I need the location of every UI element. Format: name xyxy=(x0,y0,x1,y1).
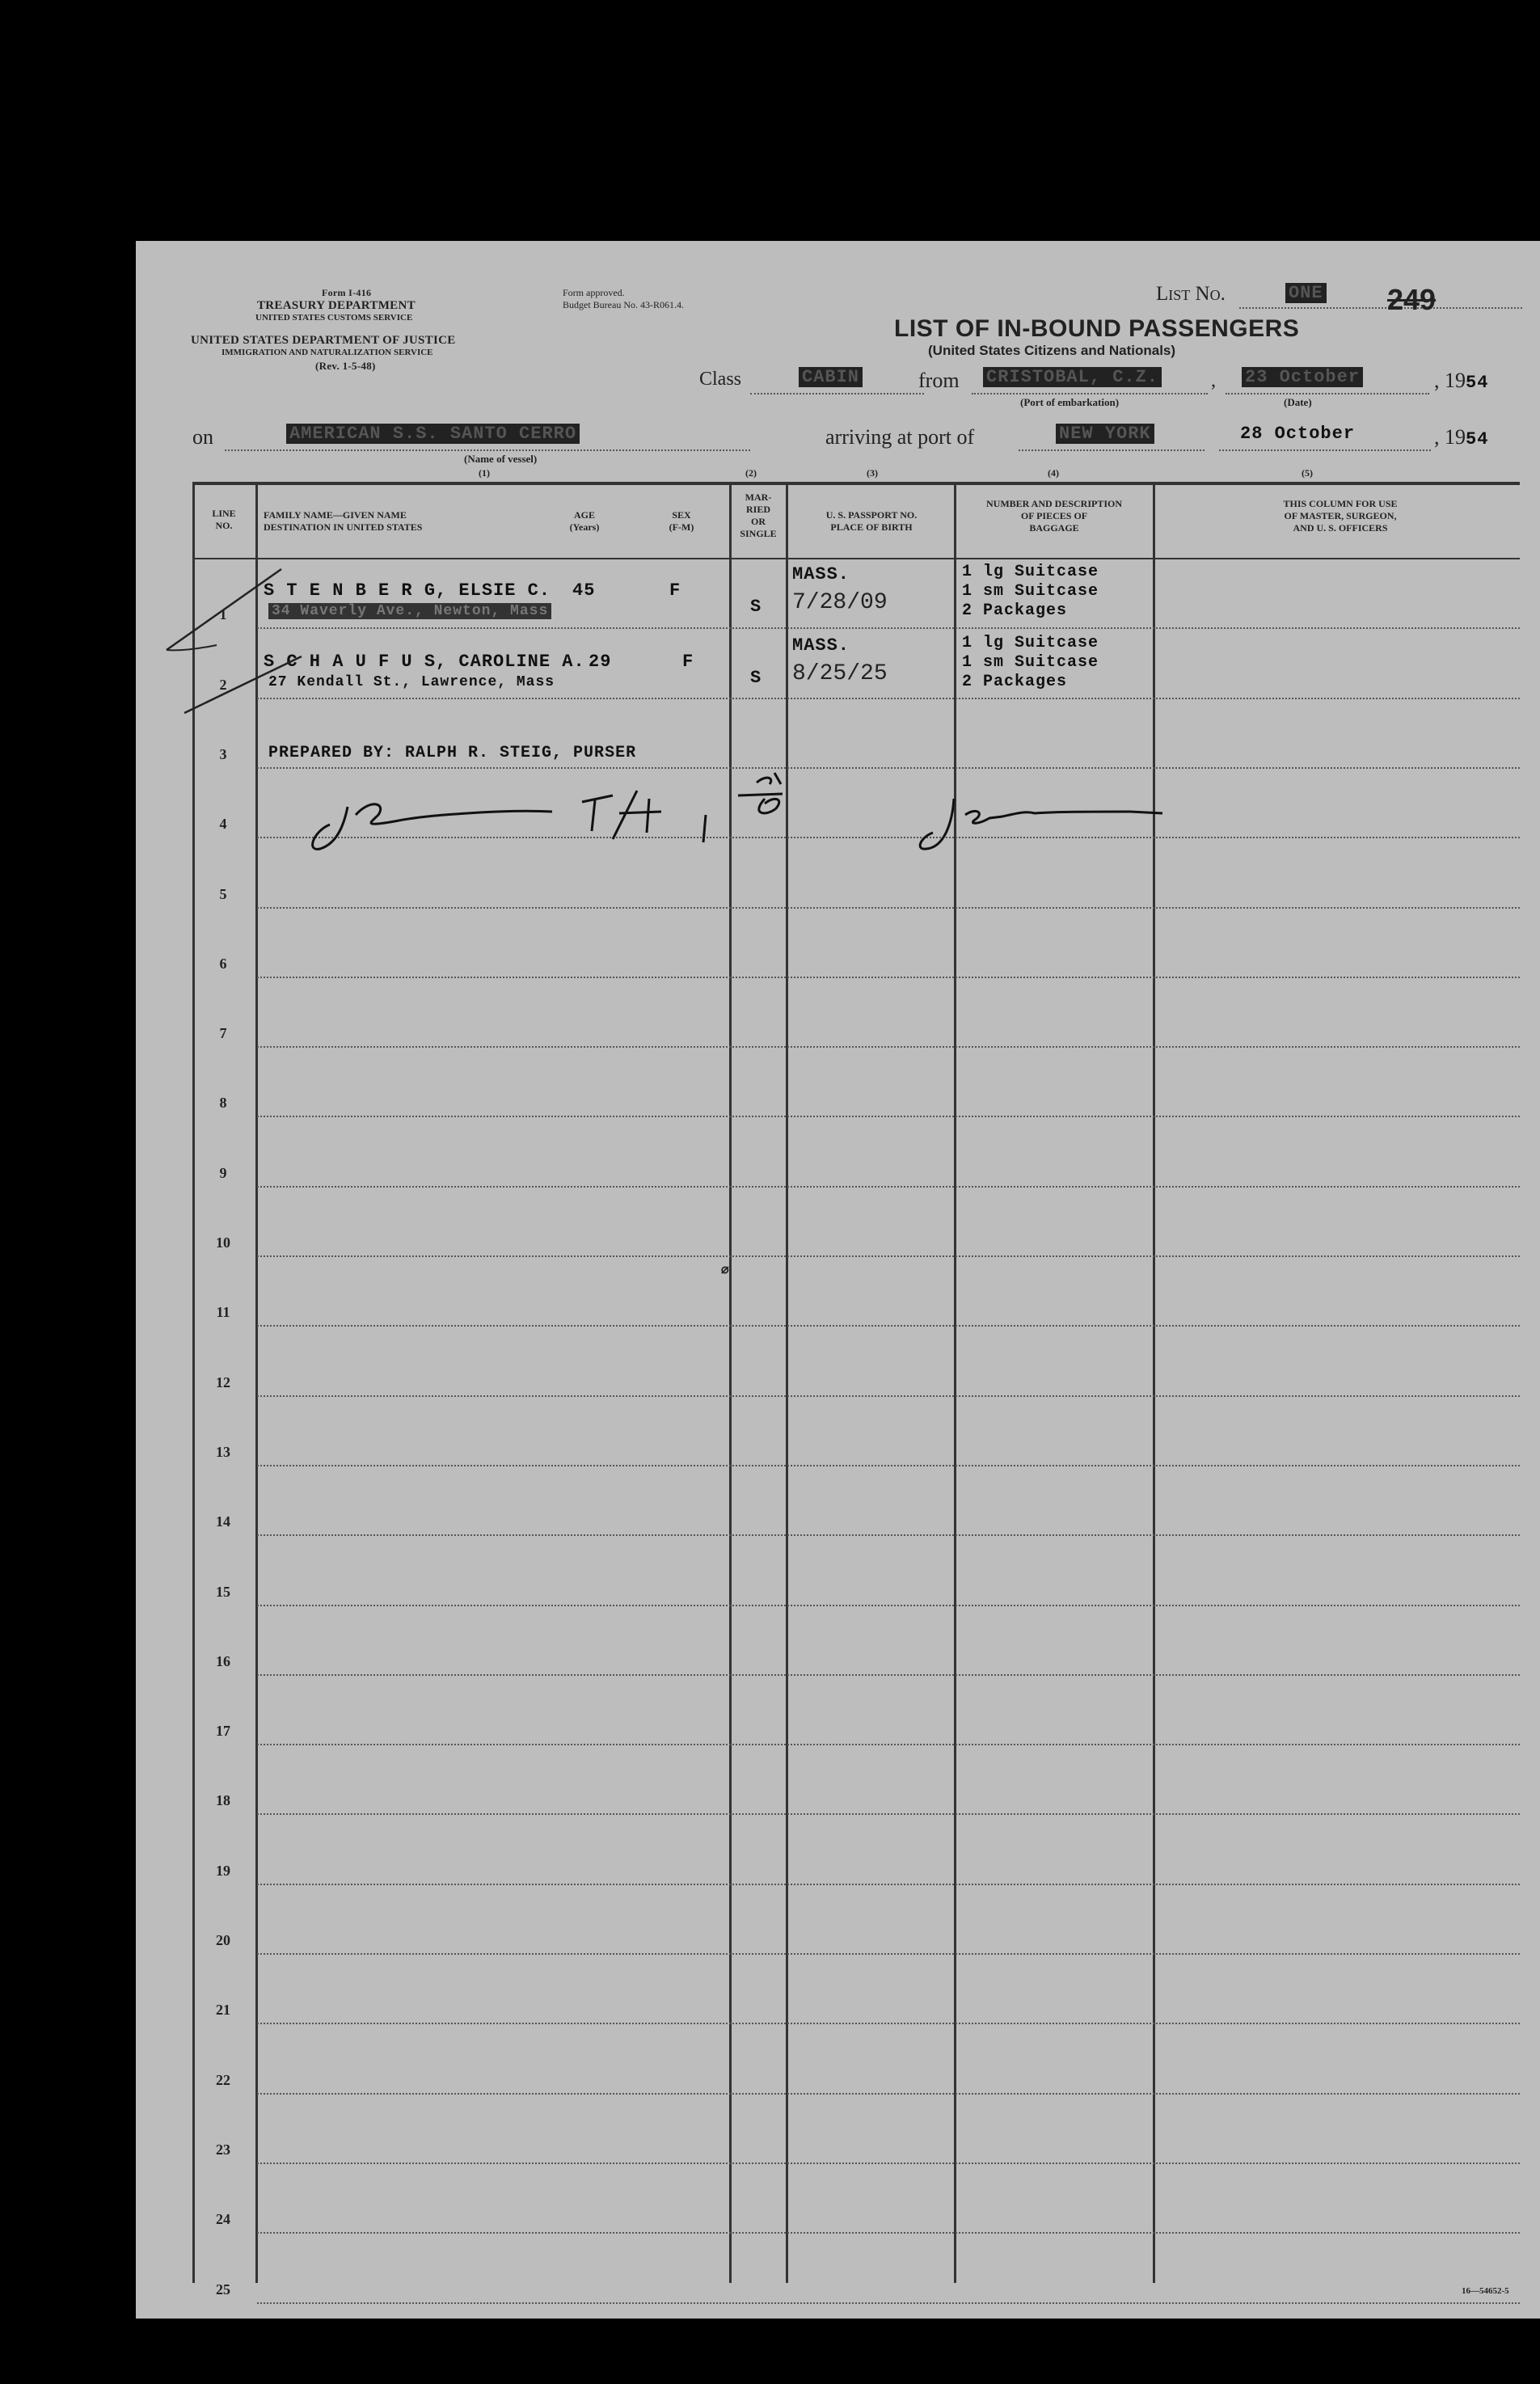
row-divider xyxy=(257,1674,1520,1676)
col-divider xyxy=(255,482,258,2283)
line-number: 12 xyxy=(216,1373,230,1390)
row-divider xyxy=(257,1046,1520,1048)
port-value-text: NEW YORK xyxy=(1056,424,1154,444)
date1-value-text: 23 October xyxy=(1242,367,1363,387)
date1-value xyxy=(1242,367,1363,387)
class-value xyxy=(799,367,863,387)
passenger-2-sex: F xyxy=(682,652,694,672)
column-number: (3) xyxy=(867,467,878,479)
vessel-caption: (Name of vessel) xyxy=(464,453,538,465)
binder-hole xyxy=(97,1641,139,1683)
line-number: 23 xyxy=(216,2141,230,2158)
footer-code: 16—54652-5 xyxy=(1462,2286,1509,2296)
ink-mark: ⌀ xyxy=(721,1263,729,1276)
column-number: (4) xyxy=(1048,467,1059,479)
year2: , 1954 xyxy=(1434,425,1489,449)
year1-suffix: 54 xyxy=(1466,373,1489,393)
passenger-2-birth-date: 8/25/25 xyxy=(792,661,888,686)
from-label: from xyxy=(918,369,960,392)
table-left-border xyxy=(192,482,195,2283)
treasury-dept: TREASURY DEPARTMENT xyxy=(257,299,416,312)
col-divider xyxy=(954,482,956,2283)
on-label: on xyxy=(192,425,213,449)
baggage-item: 1 sm Suitcase xyxy=(962,582,1099,601)
class-label: Class xyxy=(699,369,742,390)
row-divider xyxy=(257,1744,1520,1745)
row-divider xyxy=(257,907,1520,909)
comma: , xyxy=(1211,370,1216,391)
passenger-1-birth-date: 7/28/09 xyxy=(792,590,888,615)
revision: (Rev. 1-5-48) xyxy=(315,360,376,372)
row-divider xyxy=(257,2302,1520,2304)
header-age: AGE (Years) xyxy=(569,509,600,533)
row-divider xyxy=(257,1813,1520,1815)
ins-service: IMMIGRATION AND NATURALIZATION SERVICE xyxy=(222,348,433,357)
passenger-1-name xyxy=(264,580,551,601)
line-number: 17 xyxy=(216,1723,230,1740)
baggage-item: 1 lg Suitcase xyxy=(962,634,1099,652)
binder-hole xyxy=(81,807,123,849)
col-divider xyxy=(1153,482,1155,2283)
line-number: 21 xyxy=(216,2002,230,2019)
row-divider xyxy=(257,1953,1520,1955)
passenger-1-sex: F xyxy=(669,580,681,601)
row-divider xyxy=(257,1605,1520,1606)
list-no-value xyxy=(1285,283,1327,303)
budget-bureau: Budget Bureau No. 43-R061.4. xyxy=(563,299,684,310)
col-divider xyxy=(729,482,732,2283)
row-divider xyxy=(257,698,1520,699)
line-number: 24 xyxy=(216,2211,230,2228)
from-value xyxy=(983,367,1162,387)
passenger-2-address: 27 Kendall St., Lawrence, Mass xyxy=(268,674,555,690)
form-number: Form I-416 xyxy=(322,287,372,298)
passenger-1-baggage xyxy=(962,563,1099,621)
line-number: 5 xyxy=(219,885,227,902)
row-divider xyxy=(257,2232,1520,2234)
row-divider xyxy=(257,977,1520,978)
row-divider xyxy=(257,1884,1520,1885)
row-divider xyxy=(257,2162,1520,2164)
list-no-value-text: ONE xyxy=(1285,283,1327,303)
passenger-2-baggage xyxy=(962,634,1099,692)
row-divider xyxy=(257,627,1520,629)
line-number: 7 xyxy=(219,1025,227,1042)
line-number: 18 xyxy=(216,1792,230,1809)
baggage-item: 2 Packages xyxy=(962,673,1068,691)
prepared-by: PREPARED BY: RALPH R. STEIG, PURSER xyxy=(268,744,637,762)
baggage-item: 1 lg Suitcase xyxy=(962,563,1099,581)
list-no-label: List No. xyxy=(1156,283,1226,305)
row-divider xyxy=(257,1186,1520,1188)
date2-value-text: 28 October xyxy=(1240,424,1356,444)
baggage-item: 2 Packages xyxy=(962,601,1068,620)
line-number: 20 xyxy=(216,1932,230,1948)
check-marks xyxy=(160,561,306,723)
binder-hole xyxy=(70,435,112,477)
header-passport: U. S. PASSPORT NO. PLACE OF BIRTH xyxy=(825,509,918,533)
line-number: 6 xyxy=(219,955,227,972)
year2-suffix: 54 xyxy=(1466,429,1489,449)
row-divider xyxy=(257,1395,1520,1397)
from-value-text: CRISTOBAL, C.Z. xyxy=(983,367,1162,387)
line-number: 15 xyxy=(216,1583,230,1600)
line-number: 8 xyxy=(219,1095,227,1112)
header-sex: SEX (F-M) xyxy=(669,509,694,533)
row-divider xyxy=(257,1534,1520,1536)
row-divider xyxy=(257,1116,1520,1117)
table-header-border xyxy=(192,558,1520,559)
passenger-1-address xyxy=(268,603,551,619)
passenger-1-name-text: S T E N B E R G, ELSIE C. xyxy=(264,580,551,601)
passenger-1-address-text: 34 Waverly Ave., Newton, Mass xyxy=(268,603,551,619)
year1-prefix: 19 xyxy=(1445,369,1466,392)
header-name: FAMILY NAME—GIVEN NAME DESTINATION IN UNITED STATES xyxy=(264,509,423,533)
baggage-item: 1 sm Suitcase xyxy=(962,653,1099,672)
port-value xyxy=(1056,424,1154,444)
port-embarkation-caption: (Port of embarkation) xyxy=(1020,396,1120,408)
row-divider xyxy=(257,2093,1520,2095)
passenger-1-age: 45 xyxy=(572,580,596,601)
page-title: LIST OF IN-BOUND PASSENGERS xyxy=(894,315,1300,342)
passenger-list-sheet xyxy=(136,241,1540,2319)
header-married: MAR- RIED OR SINGLE xyxy=(740,492,777,539)
list-no-stamp: 249 xyxy=(1387,283,1437,316)
column-number: (1) xyxy=(479,467,490,479)
form-approved: Form approved. xyxy=(563,287,625,298)
col-divider xyxy=(786,482,788,2283)
justice-dept: UNITED STATES DEPARTMENT OF JUSTICE xyxy=(191,334,456,347)
year2-prefix: 19 xyxy=(1445,425,1466,449)
binder-hole xyxy=(71,293,108,335)
header-officers: THIS COLUMN FOR USE OF MASTER, SURGEON, AND U. S. OFFICERS xyxy=(1283,498,1398,534)
binder-hole xyxy=(71,1272,113,1314)
line-number: 22 xyxy=(216,2071,230,2088)
line-number: 1 xyxy=(219,606,227,623)
customs-service: UNITED STATES CUSTOMS SERVICE xyxy=(255,313,413,323)
line-number: 10 xyxy=(216,1234,230,1251)
column-number: (5) xyxy=(1302,467,1313,479)
binder-hole xyxy=(97,1770,139,1812)
line-number: 14 xyxy=(216,1513,230,1530)
page-subtitle: (United States Citizens and Nationals) xyxy=(928,343,1176,358)
year1: , 1954 xyxy=(1434,369,1489,393)
list-no-field xyxy=(1239,285,1522,309)
vessel-value xyxy=(286,424,580,444)
column-number: (2) xyxy=(745,467,757,479)
row-divider xyxy=(257,2023,1520,2024)
line-number: 25 xyxy=(216,2281,230,2298)
line-number: 3 xyxy=(219,745,227,762)
header-baggage: NUMBER AND DESCRIPTION OF PIECES OF BAGGAGE xyxy=(985,498,1123,534)
line-number: 16 xyxy=(216,1652,230,1669)
line-number: 11 xyxy=(216,1304,230,1321)
date2-value xyxy=(1240,424,1355,444)
line-number: 19 xyxy=(216,1862,230,1879)
table-top-border xyxy=(192,482,1520,485)
line-number: 2 xyxy=(219,676,227,693)
class-value-text: CABIN xyxy=(799,367,863,387)
passenger-1-birth-place: MASS. xyxy=(792,564,850,584)
passenger-2-name: S C H A U F U S, CAROLINE A. xyxy=(264,652,585,672)
row-divider xyxy=(257,1325,1520,1327)
header-line-no: LINE NO. xyxy=(212,508,236,531)
passenger-2-age: 29 xyxy=(589,652,612,672)
arriving-label: arriving at port of xyxy=(825,425,975,449)
row-divider xyxy=(257,1465,1520,1466)
date-caption: (Date) xyxy=(1284,396,1312,408)
line-number: 9 xyxy=(219,1164,227,1181)
passenger-2-status: S xyxy=(750,668,762,688)
passenger-2-birth-place: MASS. xyxy=(792,635,850,656)
row-divider xyxy=(257,1255,1520,1257)
officer-signature-marks xyxy=(281,766,1454,863)
line-number: 4 xyxy=(219,816,227,833)
vessel-value-text: AMERICAN S.S. SANTO CERRO xyxy=(286,424,580,444)
binder-hole xyxy=(70,2102,112,2144)
line-number: 13 xyxy=(216,1443,230,1460)
passenger-1-status: S xyxy=(750,597,762,617)
binder-hole xyxy=(82,933,124,975)
